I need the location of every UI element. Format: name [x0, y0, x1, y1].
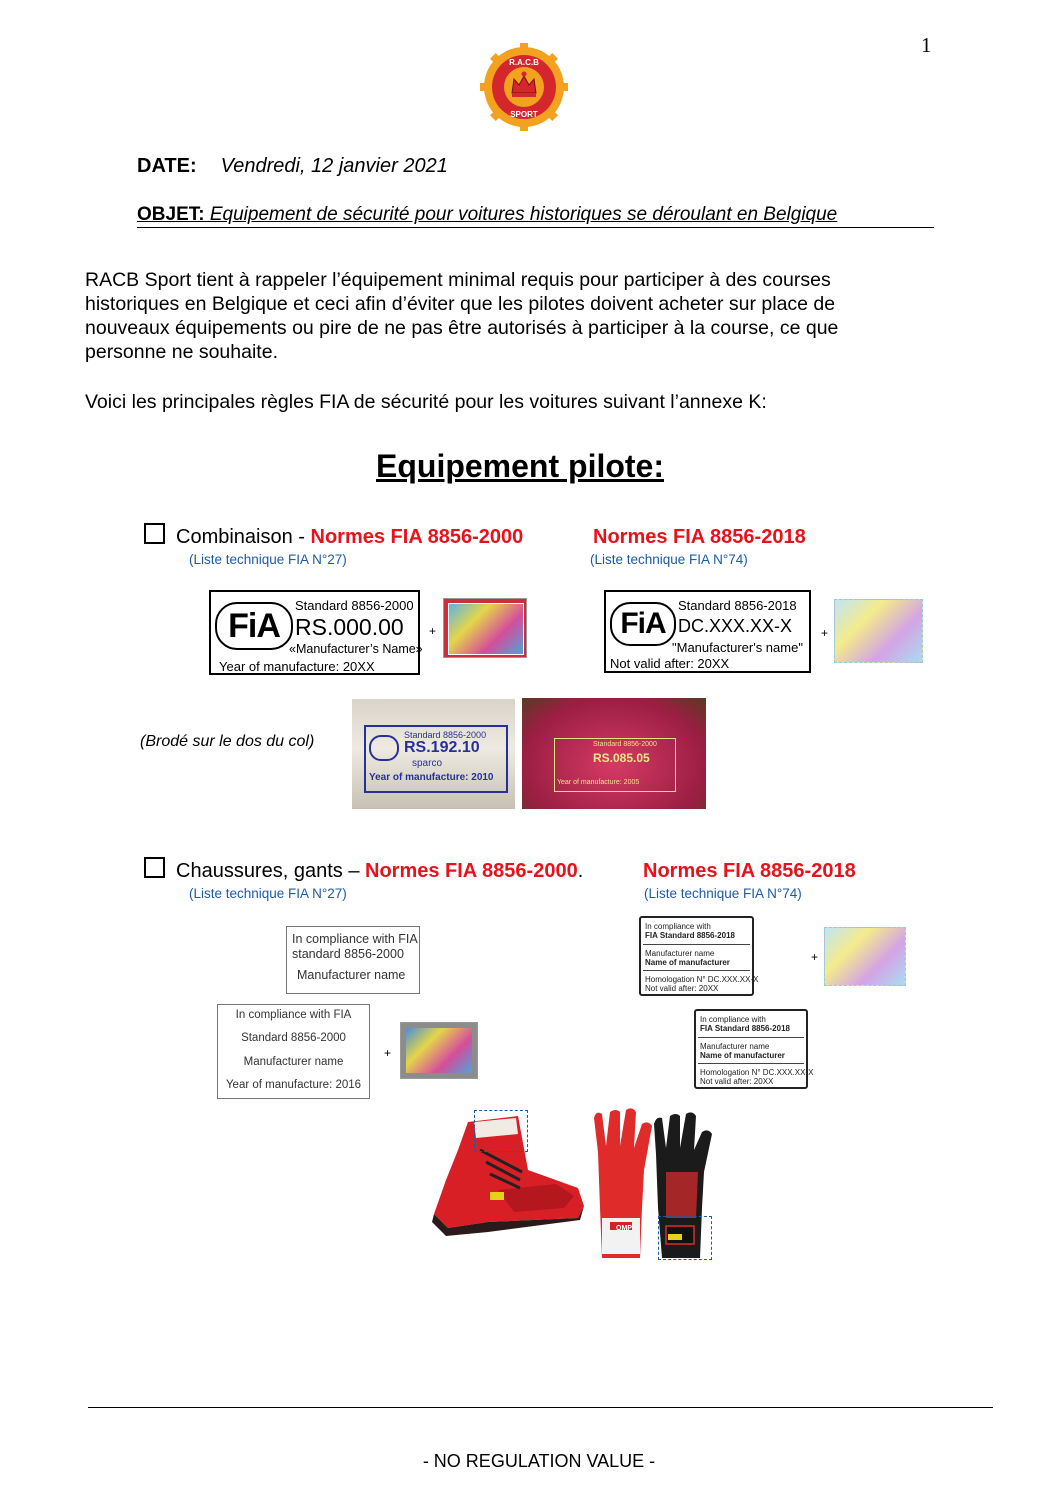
embroidered-label [364, 725, 508, 793]
date-label: DATE: [137, 155, 197, 177]
compliance-label-2018 [694, 1009, 814, 1089]
footer-text: - NO REGULATION VALUE - [422, 1451, 656, 1471]
label-code: RS.000.00 [295, 614, 404, 640]
photo-standard: Standard 8856-2000 [593, 741, 657, 748]
photo-code: RS.085.05 [593, 751, 650, 765]
compliance-label-2000 [286, 926, 420, 994]
section-title: Equipement pilote: [376, 448, 664, 484]
combinaison-item [176, 526, 523, 549]
intro-line: nouveaux équipements ou pire de ne pas être autorisés à participer à la course, ce que [85, 317, 839, 339]
intro-line: personne ne souhaite. [85, 341, 278, 363]
photo-brand: sparco [412, 758, 443, 769]
label-line: Manufacturer name [700, 1042, 770, 1051]
chaussures-list-2018: (Liste technique FIA N°74) [644, 886, 802, 901]
chaussures-norm-2000: Normes FIA 8856-2000 [365, 860, 578, 882]
combinaison-checkbox[interactable] [144, 523, 165, 544]
photo-standard: Standard 8856-2000 [404, 730, 487, 740]
page-number: 1 [921, 33, 932, 57]
photo-year: Year of manufacture: 2005 [557, 779, 640, 786]
chaussures-norm-2018: Normes FIA 8856-2018 [643, 860, 856, 882]
fia-label-2000 [209, 590, 423, 675]
label-line: Standard 8856-2000 [241, 1032, 346, 1044]
plus-sign: + [384, 1046, 392, 1060]
chaussures-dot: . [577, 860, 584, 882]
rules-intro: Voici les principales règles FIA de sécurité pour les voitures suivant l’annexe K: [85, 391, 767, 413]
label-manufacturer: «Manufacturer’s Name» [289, 642, 423, 656]
date-line [137, 155, 448, 178]
label-line: In compliance with FIA [292, 932, 418, 946]
photo-code: RS.192.10 [404, 739, 480, 756]
hologram-sticker [443, 598, 527, 658]
embroidered-label [554, 738, 676, 792]
label-year: Year of manufacture: 20XX [219, 659, 375, 674]
label-line: standard 8856-2000 [292, 947, 404, 961]
date-value: Vendredi, 12 janvier 2021 [220, 155, 448, 177]
label-line: Manufacturer name [243, 1056, 344, 1068]
combinaison-norm-2018: Normes FIA 8856-2018 [593, 526, 806, 548]
fia-label-2018 [604, 590, 811, 673]
label-line: Year of manufacture: 2016 [225, 1079, 362, 1091]
label-code: DC.XXX.XX-X [678, 616, 793, 636]
hologram-sticker [824, 927, 906, 986]
subject-label: OBJET: [137, 204, 205, 225]
plus-sign: + [821, 626, 829, 640]
label-line: Manufacturer name [645, 949, 715, 958]
embroidered-label-photo [522, 698, 706, 809]
plus-sign: + [429, 624, 437, 638]
combinaison-list-2000: (Liste technique FIA N°27) [189, 552, 347, 567]
combinaison-norm-2000: Normes FIA 8856-2000 [310, 526, 524, 548]
label-line: In compliance with [645, 922, 711, 931]
label-standard: Standard 8856-2000 [295, 598, 414, 613]
label-line: Not valid after: 20XX [700, 1077, 774, 1086]
intro-line: historiques en Belgique et ceci afin d’éviter que les pilotes doivent acheter sur place de [85, 293, 836, 315]
glove-brand: OMP [616, 1225, 632, 1232]
racb-sport-logo [480, 43, 568, 131]
label-line: In compliance with [700, 1015, 766, 1024]
combinaison-list-2018: (Liste technique FIA N°74) [590, 552, 748, 567]
hologram-sticker [834, 599, 923, 663]
logo-bottom-text: SPORT [510, 110, 538, 119]
label-line: Homologation N° DC.XXX.XX-X [700, 1068, 814, 1077]
embroidered-label-photo [352, 699, 515, 809]
photo-year: Year of manufacture: 2010 [369, 772, 494, 783]
chaussures-item [176, 860, 583, 883]
label-line: Homologation N° DC.XXX.XX-X [645, 975, 759, 984]
chaussures-label: Chaussures, gants – [176, 860, 365, 882]
subject-line [137, 204, 934, 228]
compliance-label-2000-year [217, 1004, 370, 1099]
intro-paragraph [85, 268, 965, 364]
footer-divider [88, 1407, 993, 1408]
label-line: FIA Standard 8856-2018 [645, 931, 735, 940]
label-manufacturer: "Manufacturer's name" [672, 640, 803, 655]
subject-value: Equipement de sécurité pour voitures historiques se déroulant en Belgique [204, 204, 838, 225]
label-line: Name of manufacturer [700, 1051, 785, 1060]
chaussures-list-2000: (Liste technique FIA N°27) [189, 886, 347, 901]
intro-line: RACB Sport tient à rappeler l’équipement minimal requis pour participer à des courses [85, 269, 831, 291]
racing-gloves-image [586, 1108, 728, 1260]
racing-shoes-image [428, 1110, 590, 1240]
embroidered-note: (Brodé sur le dos du col) [140, 733, 315, 750]
fia-logo: FiA [215, 602, 293, 650]
label-line: Name of manufacturer [645, 958, 730, 967]
chaussures-checkbox[interactable] [144, 857, 165, 878]
label-line: Not valid after: 20XX [645, 984, 719, 993]
logo-top-text: R.A.C.B [509, 58, 539, 67]
compliance-label-2018 [639, 916, 759, 996]
label-year: Not valid after: 20XX [610, 656, 730, 671]
plus-sign: + [811, 950, 819, 964]
fia-logo: FiA [610, 602, 676, 646]
label-line: FIA Standard 8856-2018 [700, 1024, 790, 1033]
combinaison-label: Combinaison - [176, 526, 311, 548]
label-line: Manufacturer name [297, 968, 406, 982]
label-line: In compliance with FIA [235, 1009, 352, 1021]
label-standard: Standard 8856-2018 [678, 598, 797, 613]
hologram-sticker [400, 1022, 478, 1079]
